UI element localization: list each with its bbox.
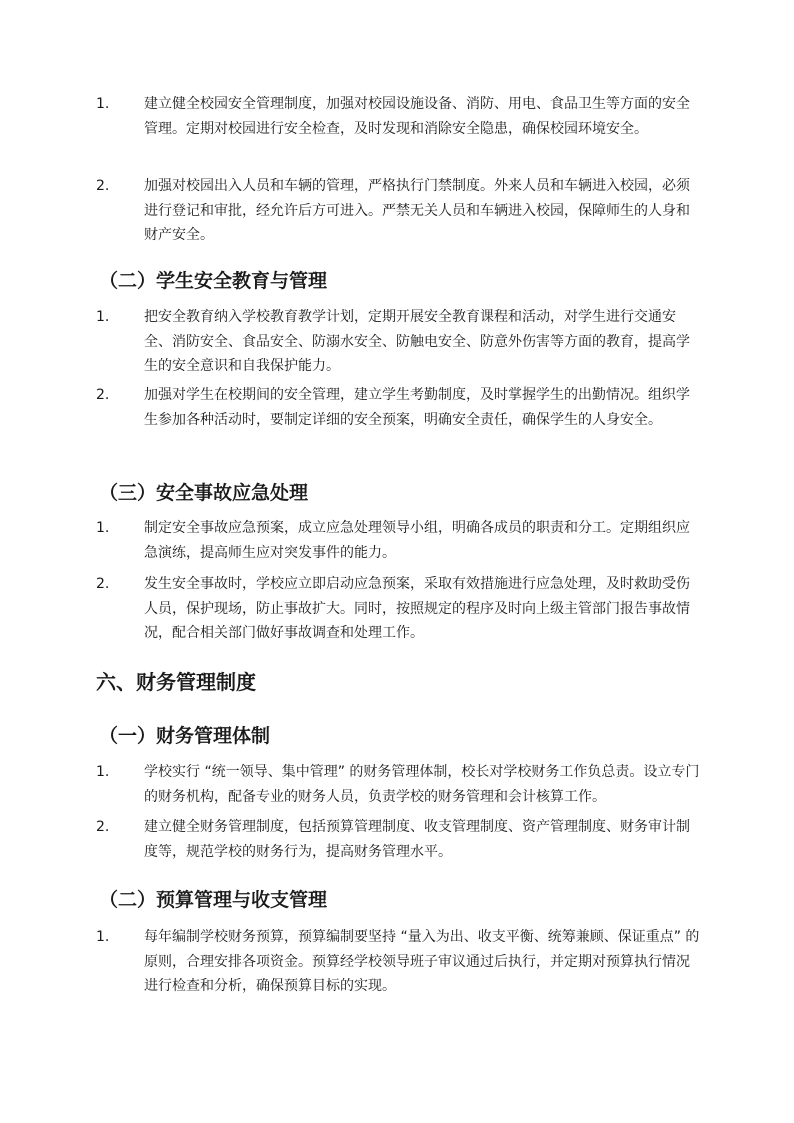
- list-text: 每年编制学校财务预算，预算编制要坚持 “量入为出、收支平衡、统筹兼顾、保证重点” 的原则，合理安排各项资金。预算经学校领导班子审议通过后执行，并定期对预算执行情况进行检查和分析，确保预算目标的实现。: [144, 929, 700, 994]
- list-item: [96, 572, 706, 646]
- list-item: [96, 174, 706, 248]
- list-number: 1.: [96, 764, 110, 780]
- list-text: 建立健全校园安全管理制度，加强对校园设施设备、消防、用电、食品卫生等方面的安全管理。定期对校园进行安全检查，及时发现和消除安全隐患，确保校园环境安全。: [144, 96, 690, 137]
- list-text: 制定安全事故应急预案，成立应急处理领导小组，明确各成员的职责和分工。定期组织应急演练，提高师生应对突发事件的能力。: [144, 520, 690, 561]
- list-item: [96, 760, 706, 809]
- list-number: 1.: [96, 309, 110, 325]
- list-number: 1.: [96, 929, 110, 945]
- list-number: 2.: [96, 178, 110, 194]
- list-number: 2.: [96, 387, 110, 403]
- list-text: 发生安全事故时，学校应立即启动应急预案，采取有效措施进行应急处理，及时救助受伤人员，保护现场，防止事故扩大。同时，按照规定的程序及时向上级主管部门报告事故情况，配合相关部门做好事故调查和处理工作。: [144, 576, 690, 641]
- list-text: 学校实行 “统一领导、集中管理” 的财务管理体制，校长对学校财务工作负总责。设立专门的财务机构，配备专业的财务人员，负责学校的财务管理和会计核算工作。: [144, 764, 700, 805]
- list-text: 加强对校园出入人员和车辆的管理，严格执行门禁制度。外来人员和车辆进入校园，必须进行登记和审批，经允许后方可进入。严禁无关人员和车辆进入校园，保障师生的人身和财产安全。: [144, 178, 690, 243]
- list-item: [96, 516, 706, 565]
- list-item: [96, 383, 706, 432]
- section-heading-budget: （二）预算管理与收支管理: [99, 889, 328, 911]
- list-number: 1.: [96, 520, 110, 536]
- list-text: 加强对学生在校期间的安全管理，建立学生考勤制度，及时掌握学生的出勤情况。组织学生参加各种活动时，要制定详细的安全预案，明确安全责任，确保学生的人身安全。: [144, 387, 690, 428]
- list-number: 2.: [96, 576, 110, 592]
- list-item: [96, 815, 706, 864]
- list-item: [96, 305, 706, 379]
- chapter-heading-finance: 六、财务管理制度: [96, 670, 256, 694]
- section-heading-student-safety: （二）学生安全教育与管理: [99, 270, 328, 292]
- list-item: [96, 925, 706, 999]
- section-heading-finance-system: （一）财务管理体制: [99, 725, 271, 747]
- section-heading-emergency: （三）安全事故应急处理: [99, 482, 309, 504]
- list-number: 2.: [96, 819, 110, 835]
- list-item: [96, 92, 706, 141]
- list-text: 把安全教育纳入学校教育教学计划，定期开展安全教育课程和活动，对学生进行交通安全、消防安全、食品安全、防溺水安全、防触电安全、防意外伤害等方面的教育，提高学生的安全意识和自我保护能力。: [144, 309, 690, 374]
- list-number: 1.: [96, 96, 110, 112]
- list-text: 建立健全财务管理制度，包括预算管理制度、收支管理制度、资产管理制度、财务审计制度等，规范学校的财务行为，提高财务管理水平。: [144, 819, 690, 860]
